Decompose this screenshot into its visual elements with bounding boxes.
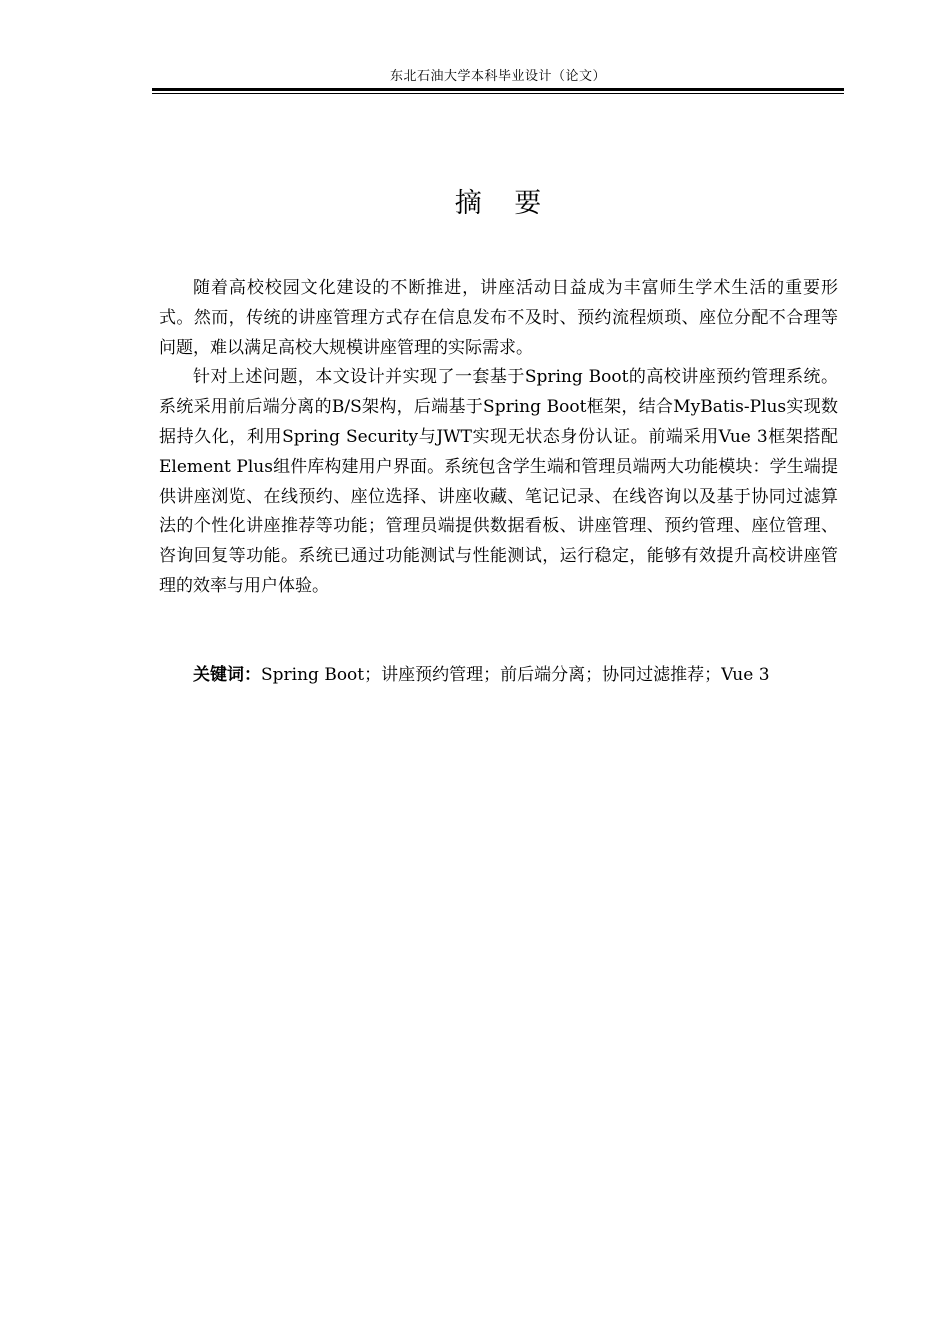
abstract-body: [159, 274, 838, 602]
abstract-paragraph: 针对上述问题，本文设计并实现了一套基于Spring Boot的高校讲座预约管理系统。系统采用前后端分离的B/S架构，后端基于Spring Boot框架，结合MyBatis-Plus实现数据持久化，利用Spring Security与JWT实现无状态身份认证。前端采用Vue 3框架搭配Element Plus组件库构建用户界面。系统包含学生端和管理员端两大功能模块：学生端提供讲座浏览、在线预约、座位选择、讲座收藏、笔记记录、在线咨询以及基于协同过滤算法的个性化讲座推荐等功能；管理员端提供数据看板、讲座管理、预约管理、座位管理、咨询回复等功能。系统已通过功能测试与性能测试，运行稳定，能够有效提升高校讲座管理的效率与用户体验。: [159, 367, 838, 596]
abstract-title: 摘 要: [454, 188, 554, 219]
abstract-paragraph: 随着高校校园文化建设的不断推进，讲座活动日益成为丰富师生学术生活的重要形式。然而，传统的讲座管理方式存在信息发布不及时、预约流程烦琐、座位分配不合理等问题，难以满足高校大规模讲座管理的实际需求。: [159, 278, 838, 358]
keywords-label: 关键词：: [193, 665, 261, 685]
keywords-text: Spring Boot；讲座预约管理；前后端分离；协同过滤推荐；Vue 3: [261, 665, 770, 685]
running-header: 东北石油大学本科毕业设计（论文）: [389, 69, 606, 84]
header-rule: [152, 88, 844, 94]
keywords-line: [193, 660, 843, 690]
